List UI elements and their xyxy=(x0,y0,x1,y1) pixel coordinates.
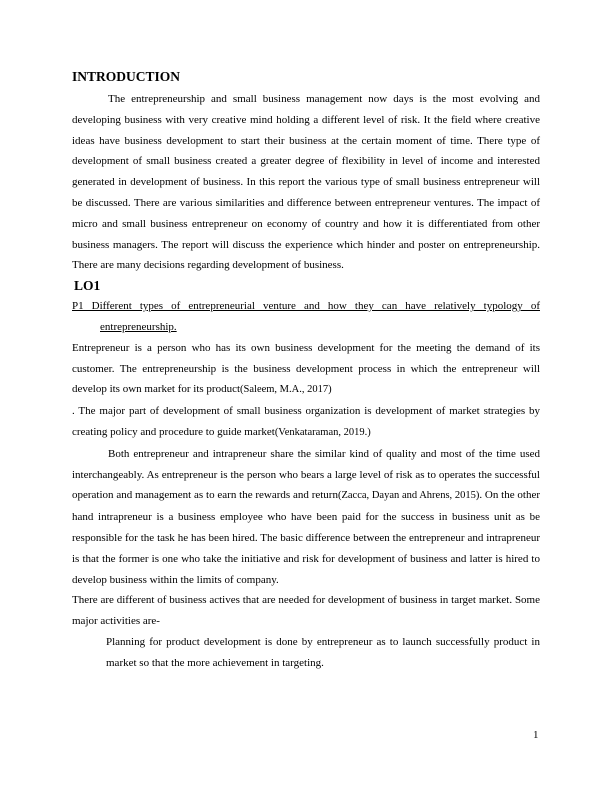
both-paragraph xyxy=(72,444,540,591)
bullet-glyph-icon xyxy=(72,632,106,674)
citation-venkataraman: (Venkataraman, 2019.) xyxy=(274,426,371,438)
major-part-paragraph-text: . The major part of development of small business organization is development of market strategies by creating policy and procedure to guide market xyxy=(72,405,540,438)
bullet-item xyxy=(72,632,540,674)
major-part-paragraph xyxy=(72,401,540,444)
bullet-text: Planning for product development is done by entrepreneur as to launch successfully product in market so that the more achievement in targeting. xyxy=(106,635,540,669)
activities-paragraph: There are different of business actives that are needed for development of business in target market. Some major activities are- xyxy=(72,594,540,628)
both-paragraph-text-2: . On the other hand intrapreneur is a business employee who have been paid for the success in business unit as be responsible for the task he has been hired. The basic difference between the entrepreneur and intrapreneur is that the former is one who take the initiative and risk for development of business and latter is hired to develop business within the limits of company. xyxy=(72,489,541,586)
page-content xyxy=(72,68,540,674)
citation-saleem: (Saleem, M.A., 2017) xyxy=(240,384,332,396)
entrepreneur-paragraph-text: Entrepreneur is a person who has its own business development for the meeting the demand of its customer. The entrepreneurship is the business development process in which the entrepreneur will develop its own market for its product xyxy=(72,341,540,396)
both-paragraph-text-1: Both entrepreneur and intrapreneur share the similar kind of quality and most of the time used interchangeably. As entrepreneur is the person who bears a large level of risk as to operates the successful operation and management as to earn the rewards and return xyxy=(72,447,540,502)
page-number: 1 xyxy=(533,729,539,741)
introduction-paragraph: The entrepreneurship and small business management now days is the most evolving and developing business with very creative mind holding a different level of risk. It the field where creative ideas have business development to start their business at the certain moment of time. There type of development of small business created a greater degree of flexibility in level of income and interested generated in development of business. In this report the various type of small business entrepreneur will be discussed. There are various similarities and difference between entrepreneur ventures. The impact of micro and small business entrepreneur on economy of country and how it is differentiated from other business managers. The report will discuss the experience which hinder and poster on entrepreneurship. There are many decisions regarding development of business. xyxy=(72,93,540,272)
entrepreneur-paragraph xyxy=(72,338,540,401)
citation-zacca: (Zacca, Dayan and Ahrens, 2015) xyxy=(337,490,480,502)
p1-heading: P1 Different types of entrepreneurial venture and how they can have relatively typology of entrepreneurship. xyxy=(72,300,540,333)
introduction-heading: INTRODUCTION xyxy=(72,69,181,84)
lo1-heading: LO1 xyxy=(74,278,101,294)
